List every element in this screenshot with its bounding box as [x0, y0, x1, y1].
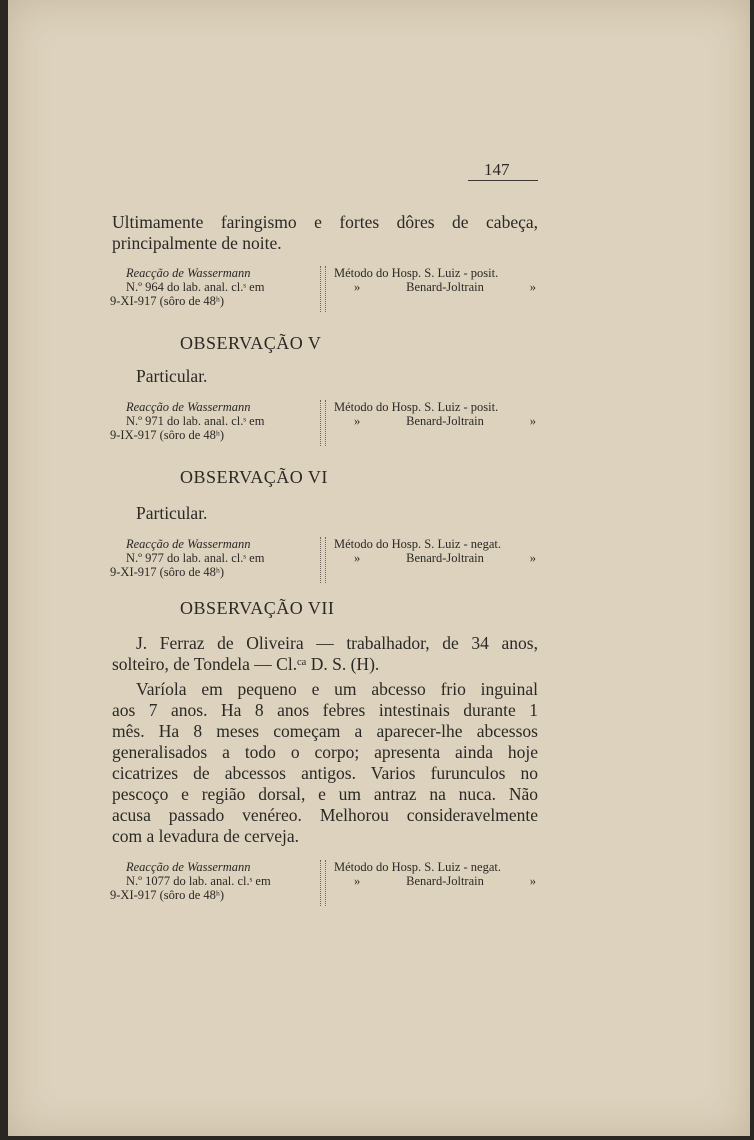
wassermann-reaction-3	[110, 537, 540, 589]
reaction-title: Reacção de Wassermann	[126, 860, 251, 874]
reaction-lab-number: N.º 977 do lab. anal. cl.ˢ em	[126, 551, 265, 565]
wassermann-reaction-2	[110, 400, 540, 452]
intro-paragraph	[112, 212, 538, 254]
reaction-lab-number: N.º 1077 do lab. anal. cl.ˢ em	[126, 874, 271, 888]
wassermann-reaction-4	[110, 860, 540, 912]
text-line: aos 7 anos. Ha 8 anos febres intestinais durante 1	[112, 700, 538, 720]
reaction-method: Método do Hosp. S. Luiz - negat.	[334, 537, 501, 551]
reaction-second-method: Benard-Joltrain	[406, 280, 484, 294]
text-line: pescoço e região dorsal, e um antraz na nuca. Não	[112, 784, 538, 804]
ditto-mark: »	[529, 280, 536, 294]
observation-heading: OBSERVAÇÃO VI	[180, 467, 328, 487]
dotted-separator	[320, 537, 326, 583]
ditto-mark: »	[529, 414, 536, 428]
dotted-separator	[320, 266, 326, 312]
ditto-mark: »	[354, 280, 361, 294]
observation-subtitle: Particular.	[136, 503, 208, 523]
reaction-title: Reacção de Wassermann	[126, 266, 251, 280]
observation-heading: OBSERVAÇÃO VII	[180, 598, 335, 618]
ditto-mark: »	[354, 414, 361, 428]
book-page	[8, 0, 750, 1136]
ditto-mark: »	[354, 874, 361, 888]
text-line: Varíola em pequeno e um abcesso frio inguinal	[136, 679, 538, 699]
text-line: generalisados a todo o corpo; apresenta ainda hoje	[112, 742, 538, 762]
observation-subtitle: Particular.	[136, 366, 208, 386]
dotted-separator	[320, 400, 326, 446]
reaction-second-method: Benard-Joltrain	[406, 414, 484, 428]
text-line: principalmente de noite.	[112, 233, 282, 253]
reaction-date: 9-IX-917 (sôro de 48ʰ)	[110, 428, 225, 442]
reaction-title: Reacção de Wassermann	[126, 537, 251, 551]
reaction-date: 9-XI-917 (sôro de 48ʰ)	[110, 565, 225, 579]
reaction-method: Método do Hosp. S. Luiz - posit.	[334, 400, 499, 414]
reaction-method: Método do Hosp. S. Luiz - negat.	[334, 860, 501, 874]
reaction-method: Método do Hosp. S. Luiz - posit.	[334, 266, 499, 280]
wassermann-reaction-1	[110, 266, 540, 318]
text-line: solteiro, de Tondela — Cl.ᶜᵃ D. S. (H).	[112, 654, 380, 674]
reaction-lab-number: N.º 964 do lab. anal. cl.ˢ em	[126, 280, 265, 294]
text-line: cicatrizes de abcessos antigos. Varios furunculos no	[112, 763, 538, 783]
ditto-mark: »	[354, 551, 361, 565]
text-line: J. Ferraz de Oliveira — trabalhador, de 34 anos,	[136, 633, 538, 653]
text-line: com a levadura de cerveja.	[112, 826, 300, 846]
observation-paragraph	[112, 679, 538, 847]
reaction-date: 9-XI-917 (sôro de 48ʰ)	[110, 888, 225, 902]
reaction-title: Reacção de Wassermann	[126, 400, 251, 414]
text-line: Ultimamente faringismo e fortes dôres de cabeça,	[112, 212, 538, 232]
page-number-rule	[468, 180, 538, 181]
observation-paragraph	[112, 633, 538, 675]
text-line: mês. Ha 8 meses começam a aparecer-lhe abcessos	[112, 721, 538, 741]
reaction-second-method: Benard-Joltrain	[406, 551, 484, 565]
reaction-lab-number: N.º 971 do lab. anal. cl.ˢ em	[126, 414, 265, 428]
ditto-mark: »	[529, 551, 536, 565]
reaction-date: 9-XI-917 (sôro de 48ʰ)	[110, 294, 225, 308]
reaction-second-method: Benard-Joltrain	[406, 874, 484, 888]
dotted-separator	[320, 860, 326, 906]
observation-heading: OBSERVAÇÃO V	[180, 333, 322, 353]
page-number: 147	[484, 160, 510, 179]
ditto-mark: »	[529, 874, 536, 888]
text-line: acusa passado venéreo. Melhorou consideravelmente	[112, 805, 538, 825]
